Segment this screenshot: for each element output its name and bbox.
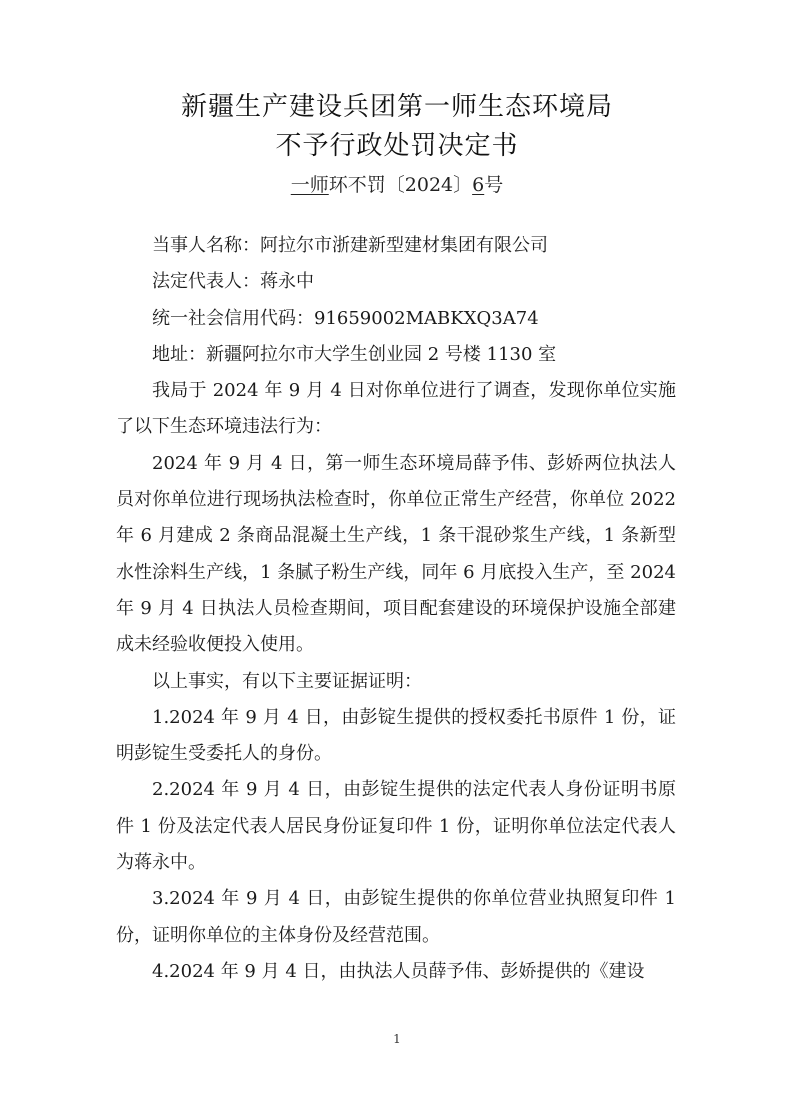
address-value: 新疆阿拉尔市大学生创业园 2 号楼 1130 室 [206, 343, 557, 365]
doc-number-num: 6 [472, 174, 485, 196]
document-title-line2: 不予行政处罚决定书 [275, 131, 519, 161]
legal-rep-line [116, 264, 676, 300]
address-label: 地址： [152, 343, 206, 365]
party-name-label: 当事人名称： [152, 235, 260, 256]
document-body [116, 228, 676, 990]
evidence-item-4: 4.2024 年 9 月 4 日，由执法人员薛予伟、彭娇提供的《建设 [152, 960, 645, 982]
credit-code-label: 统一社会信用代码： [152, 307, 314, 329]
doc-number-suffix: 号 [484, 174, 504, 196]
legal-rep-value: 蒋永中 [260, 271, 314, 293]
party-name-value: 阿拉尔市浙建新型建材集团有限公司 [260, 235, 548, 256]
page-number: 1 [393, 1032, 401, 1046]
intro-paragraph: 我局于 2024 年 9 月 4 日对你单位进行了调查，发现你单位实施了以下生态环境违法行为： [116, 380, 676, 438]
address-line [116, 337, 676, 373]
facts-paragraph: 2024 年 9 月 4 日，第一师生态环境局薛予伟、彭娇两位执法人员对你单位进行现场执法检查时，你单位正常生产经营，你单位 2022 年 6 月建成 2 条商品混凝土生产线，1 条干混砂浆生产线，1 条新型水性涂料生产线，1 条腻子粉生产线，同年 6 月底投入生产，至 2024 年 9 月 4 日执法人员检查期间，项目配套建设的环境保护设施全部建成未经验收便投入使用。 [116, 452, 676, 656]
evidence-intro-paragraph: 以上事实，有以下主要证据证明： [152, 670, 422, 692]
doc-number-mid: 环不罚〔2024〕 [328, 174, 473, 196]
document-number [0, 170, 794, 197]
evidence-item-1: 1.2024 年 9 月 4 日，由彭锭生提供的授权委托书原件 1 份，证明彭锭生受委托人的身份。 [116, 706, 676, 765]
evidence-item-2: 2.2024 年 9 月 4 日，由彭锭生提供的法定代表人身份证明书原件 1 份及法定代表人居民身份证复印件 1 份，证明你单位法定代表人为蒋永中。 [116, 779, 676, 874]
document-title-line1: 新疆生产建设兵团第一师生态环境局 [180, 92, 613, 122]
evidence-item-3: 3.2024 年 9 月 4 日，由彭锭生提供的你单位营业执照复印件 1 份，证明你单位的主体身份及经营范围。 [116, 888, 676, 946]
legal-rep-label: 法定代表人： [152, 271, 260, 293]
credit-code-line [116, 301, 676, 337]
credit-code-value: 91659002MABKXQ3A74 [314, 307, 539, 329]
doc-number-prefix: 一师 [290, 174, 329, 196]
party-name-line [116, 228, 676, 264]
